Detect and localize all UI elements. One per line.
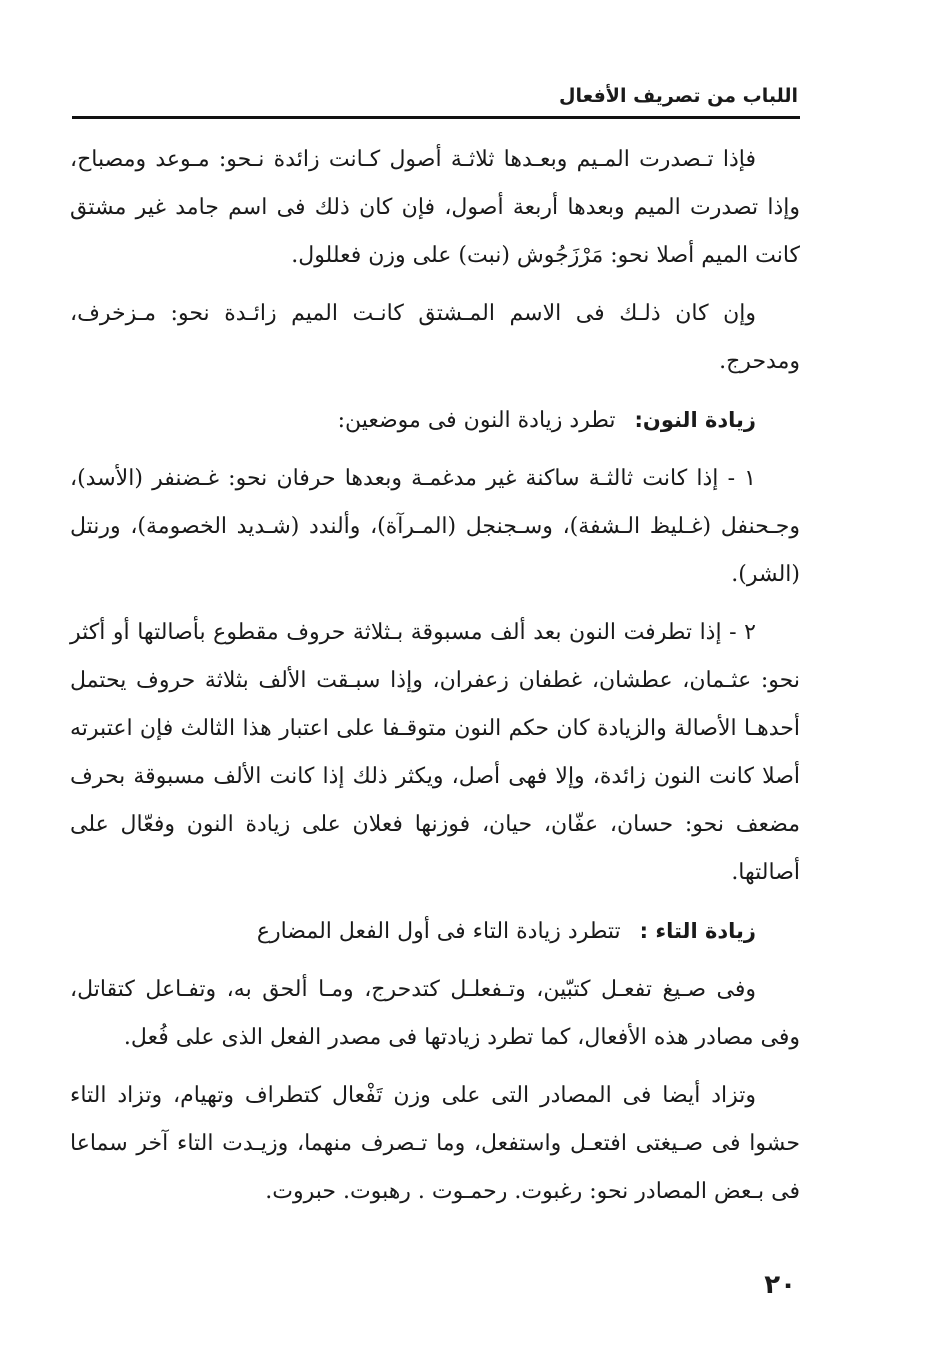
section-taa-title: زيادة التاء : [639, 919, 756, 943]
section-noon-heading [70, 396, 800, 445]
section-noon-intro: تطرد زيادة النون فى موضعين: [337, 408, 616, 433]
noon-item-1: ١ - إذا كانت ثالثـة ساكنة غير مدغمـة وبعدها حرفان نحو: غـضنفر (الأسد)، وجـحنفل (غـليظ الـشفة)، وسـجنجل (المـرآة)، وألندد (شـديد الخصومة)، ورنتل (الشر). [70, 466, 800, 587]
section-taa-heading [70, 907, 800, 956]
header-rule [72, 116, 800, 119]
page-body [70, 136, 800, 1226]
section-noon-title: زيادة النون: [634, 408, 756, 432]
taa-paragraph-2: وتزاد أيضا فى المصادر التى على وزن تَفْعال كتطراف وتهيام، وتزاد التاء حشوا فى صـيغتى افتعـل واستفعل، وما تـصرف منهما، وزيـدت التاء آخر سماعا فى بـعض المصادر نحو: رغبوت. رحمـوت . رهبوت. حبروت. [70, 1083, 800, 1204]
running-header: اللباب من تصريف الأفعال [559, 85, 798, 107]
paragraph-meem-2: وإن كان ذلـك فى الاسم المـشتق كانـت الميم زائـدة نحو: مـزخرف، ومدحرج. [70, 301, 800, 374]
page-number: ٢٠ [764, 1270, 796, 1300]
paragraph-meem-1: فإذا تـصدرت المـيم وبعـدها ثلاثـة أصول كـانت زائدة نـحو: مـوعد ومصباح، وإذا تصدرت الميم وبعدها أربعة أصول، فإن كان ذلك فى اسم جامد غير مشتق كانت الميم أصلا نحو: مَرْزَجُوش (نبت) على وزن فعللول. [70, 147, 800, 268]
taa-paragraph-1: وفى صـيغ تفعـل كتبّين، وتـفعلـل كتدحرج، ومـا ألحق به، وتفـاعل كتقاتل، وفى مصادر هذه الأفعال، كما تطرد زيادتها فى مصدر الفعل الذى على فُعل. [70, 977, 800, 1050]
noon-item-2: ٢ - إذا تطرفت النون بعد ألف مسبوقة بـثلاثة حروف مقطوع بأصالتها أو أكثر نحو: عثـمان، عطشان، غطفان زعفران، وإذا سبـقت الألف بثلاثة حروف يحتمل أحدهـا الأصالة والزيادة كان حكم النون متوقـفا على اعتبار هذا الثالث فإن اعتبرته أصلا كانت النون زائدة، وإلا فهى أصل، ويكثر ذلك إذا كانت الألف مسبوقة بحرف مضعف نحو: حسان، عفّان، حيان، فوزنها فعلان على زيادة النون وفعّال على أصالتها. [70, 620, 800, 885]
section-taa-intro: تتطرد زيادة التاء فى أول الفعل المضارع [256, 919, 621, 944]
